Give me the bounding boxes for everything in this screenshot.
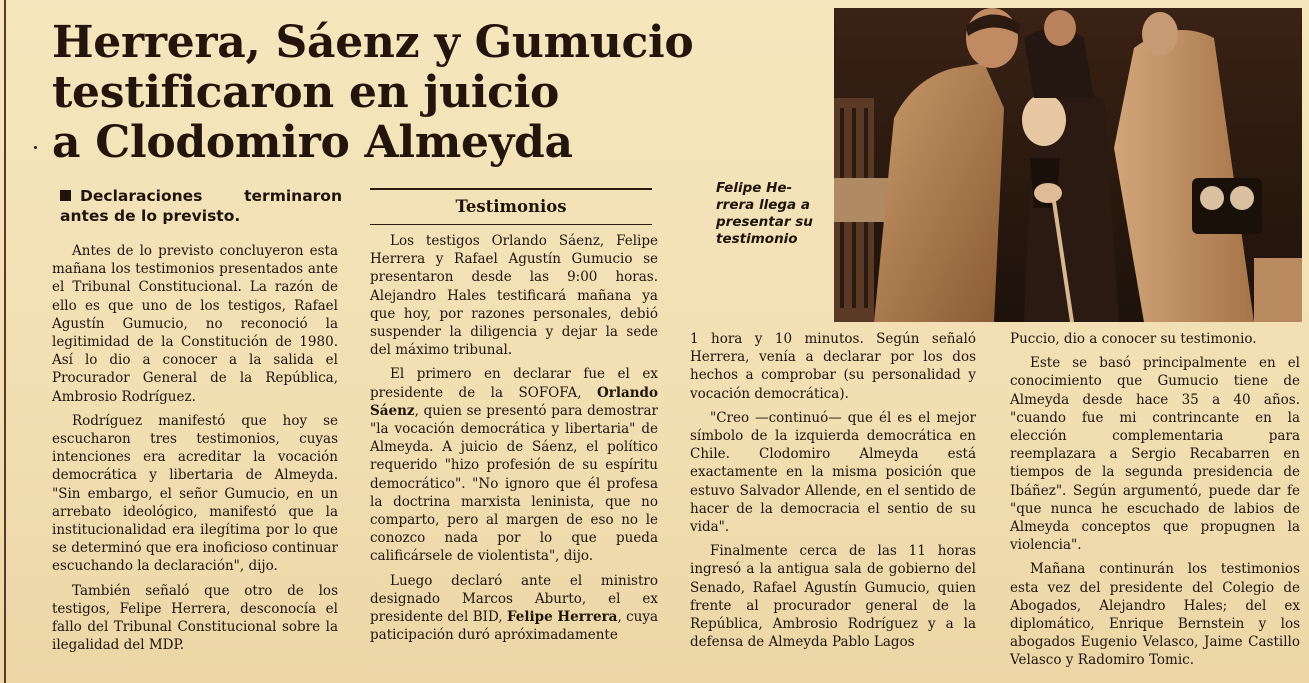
photo-caption [716, 180, 820, 248]
caption-line-1: Felipe He- [716, 180, 793, 196]
col2-paragraph-1: Los testigos Orlando Sáenz, Felipe Herrera y Rafael Agustín Gumucio se presentaron desde las 9:00 horas. Alejandro Hales testificará mañana ya que hoy, por razones personales, debió suspender la diligencia y dejar la sede del máximo tribunal. [370, 233, 658, 359]
col1-paragraph-2: Rodríguez manifestó que hoy se escucharon tres testimonios, cuyas intenciones era acreditar la vocación democrática y libertaria de Almeyda. "Sin embargo, el señor Gumucio, en un arrebato ideológico, manifestó que la institucionalidad era ilegítima por lo que se determinó que era inoficioso continuar escuchando la declaración", dijo. [52, 412, 338, 575]
col2-p3-end: , cuya paticipación duró apróximadamente [370, 609, 658, 644]
col4-paragraph-2: Este se basó principalmente en el conocimiento que Gumucio tiene de Almeyda desde hace 35 a 40 años. "cuando fue mi contrincante en la elección complementaria para reemplazara a Sergio Recabarren en tiempos de la segunda presidencia de Ibáñez". Según argumentó, puede dar fe "que nunca he escuchado de labios de Almeyda conceptos que propugnen la violencia". [1010, 355, 1300, 554]
col2-p2-start: El primero en declarar fue el ex presidente de la SOFOFA, [370, 366, 658, 401]
col3-paragraph-1: 1 hora y 10 minutos. Según señaló Herrera, venía a declarar por los dos hechos a comprobar (su personalidad y vocación democrática). [690, 331, 976, 402]
section-title: Testimonios [370, 188, 652, 225]
bullet-square-icon [60, 190, 71, 201]
headline [52, 17, 694, 168]
news-photo [834, 8, 1302, 322]
column-2 [370, 232, 658, 650]
subheadline-text: Declaraciones terminaron antes de lo previsto. [60, 187, 342, 225]
caption-line-3: presentar su [716, 214, 813, 230]
column-1 [52, 242, 338, 660]
left-border-rule [4, 0, 6, 683]
caption-line-4: testimonio [716, 231, 798, 247]
col2-p3-start: Luego declaró ante el ministro designado Marcos Aburto, el ex presidente del BID, [370, 572, 658, 626]
name-felipe-herrera: Felipe Herrera [506, 609, 618, 626]
col2-paragraph-3 [370, 572, 658, 645]
col2-p2-end: , quien se presentó para demostrar "la vocación democrática y libertaria" de Almeyda. A juicio de Sáenz, el político requerido "hizo profesión de su espíritu democrático". "No ignoro que él profesa la doctrina marxista leninista, que no comparto, pero al margen de eso no le conozco nada por lo que pueda calificársele de violentista", dijo. [370, 402, 658, 565]
caption-line-2: rrera llega a [716, 197, 810, 213]
headline-line-1: Herrera, Sáenz y Gumucio [52, 17, 694, 68]
subheadline [60, 186, 342, 226]
col1-paragraph-1: Antes de lo previsto concluyeron esta mañana los testimonios presentados ante el Tribunal Constitucional. La razón de ello es que uno de los testigos, Rafael Agustín Gumucio, no reconoció la legitimidad de la Constitución de 1980. Así lo dio a conocer a la salida el Procurador General de la República, Ambrosio Rodríguez. [52, 243, 338, 405]
col2-paragraph-2 [370, 365, 658, 565]
photo-face-center [1022, 94, 1066, 146]
headline-line-2: testificaron en juicio [52, 67, 560, 118]
col4-paragraph-1: Puccio, dio a conocer su testimonio. [1010, 331, 1257, 347]
photo-tape-recorder [1192, 178, 1262, 234]
col3-paragraph-2: "Creo —continuó— que él es el mejor símbolo de la izquierda democrática en Chile. Clodomiro Almeyda está exactamente en la misma posición que estuvo Salvador Allende, en el sentido de hacer de la democracia el sentio de su vida". [690, 409, 976, 536]
col4-paragraph-3: Mañana continurán los testimonios esta vez del presidente del Colegio de Abogados, Alejandro Hales; del ex diplomático, Enrique Bernstein y los abogados Eugenio Velasco, Jaime Castillo Velasco y Radomiro Tomic. [1010, 561, 1300, 669]
headline-line-3: a Clodomiro Almeyda [52, 117, 573, 168]
print-speck [34, 146, 37, 149]
column-4 [1010, 330, 1300, 676]
column-3 [690, 330, 976, 657]
name-orlando-saenz: Orlando Sáenz [370, 384, 658, 419]
col3-paragraph-3: Finalmente cerca de las 11 horas ingresó a la antigua sala de gobierno del Senado, Rafael Agustín Gumucio, quien frente al procurador general de la República, Ambrosio Rodríguez y a la defensa de Almeyda Pablo Lagos [690, 543, 976, 651]
col1-paragraph-3: También señaló que otro de los testigos, Felipe Herrera, desconocía el fallo del Tribunal Constitucional sobre la ilegalidad del MDP. [52, 582, 338, 654]
